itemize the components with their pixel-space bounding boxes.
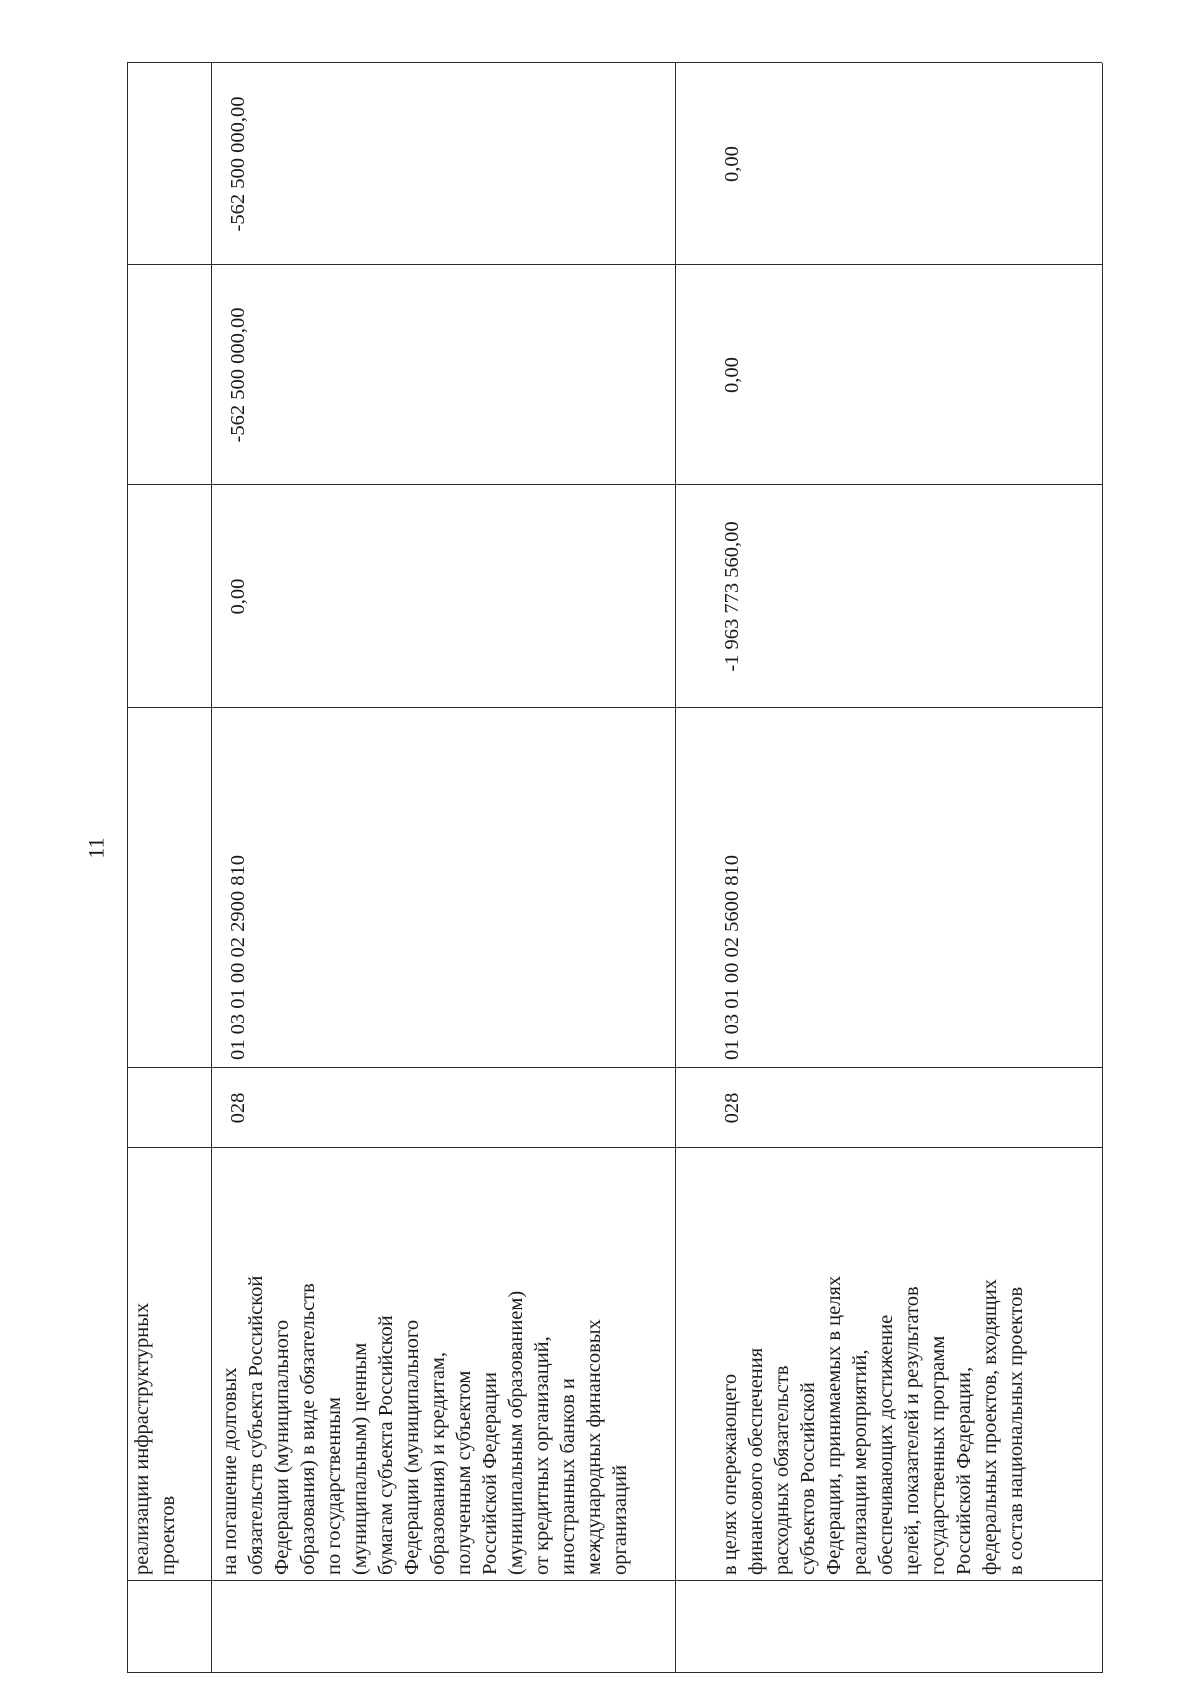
table-cell-admin-code: 028	[721, 1092, 743, 1124]
column-separator-2	[127, 1067, 1102, 1068]
table-cell-description: реализации инфраструктурных проектов	[131, 1302, 179, 1575]
column-separator-5	[127, 264, 1102, 265]
row-separator-2	[675, 63, 676, 1673]
table-cell-budget-code: 01 03 01 00 02 2900 810	[227, 855, 249, 1060]
table-border-top	[127, 63, 128, 1673]
table-cell-description: на погашение долговых обязательств субъекта Российской Федерации (муниципального образования) в виде обязательств по государственным (муниципальным) ценным бумагам субъекта Российской Федерации (муниципального образования) и кредитам, полученным субъектом Российской Федерации (муниципальным образованием) от кредитных организаций, иностранных банков и международных финансовых организаций	[219, 1275, 631, 1575]
table-border-bottom	[1102, 63, 1103, 1673]
table-cell-value-2: -562 500 000,00	[227, 307, 249, 443]
table-border-left	[127, 1672, 1102, 1673]
column-separator-3	[127, 707, 1102, 708]
table-border-right	[127, 62, 1102, 63]
budget-table	[127, 63, 1102, 1673]
column-separator-4	[127, 484, 1102, 485]
table-cell-value-3: -562 500 000,00	[227, 96, 249, 232]
table-cell-description: в целях опережающего финансового обеспечения расходных обязательств субъектов Российской Федерации, принимаемых в целях реализации мероприятий, обеспечивающих достижение целей, показателей и результатов государственных программ Российской Федерации, федеральных проектов, входящих в состав национальных проектов	[719, 1275, 1027, 1575]
page-number	[82, 828, 112, 868]
table-cell-value-3: 0,00	[721, 146, 743, 182]
table-cell-value-1: -1 963 773 560,00	[721, 521, 743, 672]
row-separator-1	[211, 63, 212, 1673]
rotated-table-wrapper	[127, 63, 1102, 1673]
table-cell-value-1: 0,00	[227, 578, 249, 615]
table-cell-admin-code: 028	[227, 1092, 249, 1124]
page-number-text: 11	[84, 837, 109, 859]
table-cell-value-2: 0,00	[721, 357, 743, 393]
table-cell-budget-code: 01 03 01 00 02 5600 810	[721, 855, 743, 1060]
